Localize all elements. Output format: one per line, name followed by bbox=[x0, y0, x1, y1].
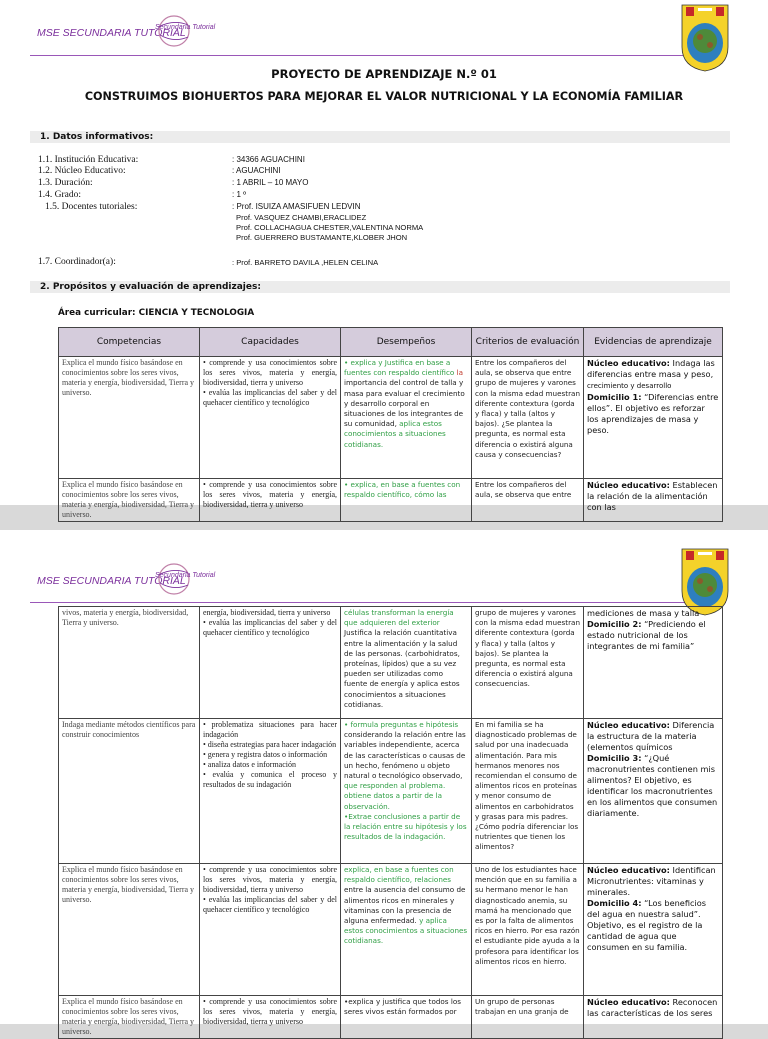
evidencia-cell: Núcleo educativo: Indaga las diferencias entre masa y peso, crecimiento y desarrollo Domicilio 1: “Diferencias entre ellos”. El objetivo es reforzar los aprendizajes de masa y peso. bbox=[584, 357, 723, 479]
header-criterios: Criterios de evaluación bbox=[472, 328, 584, 357]
header-rule bbox=[30, 55, 726, 56]
coordinador-label: 1.7. Coordinador(a): bbox=[38, 257, 116, 267]
desempeno-cell: •explica y justifica que todos los seres vivos están formados por bbox=[341, 996, 472, 1039]
table-row bbox=[59, 864, 723, 996]
criterio-cell: grupo de mujeres y varones con la misma edad muestran diferente contextura (gorda y flaca) y talla (altos y bajos). Se plantea la pregunta, es normal esta diferencia o existirá alguna consecuencias. bbox=[472, 607, 584, 719]
learning-table-continued bbox=[58, 606, 723, 1039]
docente-name: Prof. GUERRERO BUSTAMANTE,KLOBER JHON bbox=[236, 233, 408, 242]
header-desempenos: Desempeños bbox=[341, 328, 472, 357]
capacidad-item: • evalúa las implicancias del saber y del quehacer científico y tecnológico bbox=[203, 388, 337, 407]
criterio-cell: En mi familia se ha diagnosticado problemas de salud por una inadecuada alimentación. Para mis hermanos menores nos recomiendan el consumo de alimentos ricos en proteínas y menor consumo de alimentos en carbohidratos y grasas para mis padres. ¿Cómo podría diferenciar los nutrientes que tienen los alimentos? bbox=[472, 719, 584, 864]
table-row bbox=[59, 996, 723, 1039]
info-label: 1.1. Institución Educativa: bbox=[38, 155, 139, 165]
competencia-cell: vivos, materia y energía, biodiversidad, Tierra y universo. bbox=[59, 607, 200, 719]
capacidad-item: • comprende y usa conocimientos sobre los seres vivos, materia y energía, biodiversidad, tierra y universo bbox=[203, 358, 337, 387]
document-page-2 bbox=[0, 530, 768, 1036]
capacidad-cell: energía, biodiversidad, tierra y universo • evalúa las implicancias del saber y del quehacer científico y tecnológico bbox=[200, 607, 341, 719]
school-shield-icon bbox=[680, 3, 730, 73]
table-row bbox=[59, 357, 723, 479]
info-value: : 34366 AGUACHINI bbox=[232, 155, 305, 164]
competencia-cell: Indaga mediante métodos científicos para construir conocimientos bbox=[59, 719, 200, 864]
evidencia-cell: Núcleo educativo: Identifican Micronutrientes: vitaminas y minerales. Domicilio 4: “Los beneficios del agua en nuestra salud”. Objetivo, es el registro de la cantidad de agua que consumen en su familia. bbox=[584, 864, 723, 996]
capacidad-cell: • comprende y usa conocimientos sobre los seres vivos, materia y energía, biodiversidad, tierra y universo bbox=[200, 479, 341, 522]
criterio-cell: Entre los compañeros del aula, se observa que entre grupo de mujeres y varones con la misma edad muestran diferente contextura (gorda y flaca) y talla (altos y bajos). ¿Se plantea la pregunta, es normal esta diferencia o existirá alguna causa y consecuencias? bbox=[472, 357, 584, 479]
evidencia-cell: Núcleo educativo: Diferencia la estructura de la materia (elementos químicos Domicilio 3: “¿Qué macronutrientes contienen mis alimentos? El objetivo, es identificar los macronutrientes en los alimentos que consumen diariamente. bbox=[584, 719, 723, 864]
document-page-1 bbox=[0, 0, 768, 519]
header-rule bbox=[30, 602, 726, 603]
table-row bbox=[59, 479, 723, 522]
school-label: MSE SECUNDARIA TUTORIAL bbox=[37, 575, 186, 587]
docente-name: Prof. VASQUEZ CHAMBI,ERACLIDEZ bbox=[236, 213, 367, 222]
evidencia-cell: Núcleo educativo: Reconocen las características de los seres bbox=[584, 996, 723, 1039]
criterio-cell: Un grupo de personas trabajan en una granja de bbox=[472, 996, 584, 1039]
competencia-cell: Explica el mundo físico basándose en conocimientos sobre los seres vivos, materia y energía, biodiversidad, Tierra y universo. bbox=[59, 864, 200, 996]
info-value: : 1 º bbox=[232, 190, 247, 199]
info-value: : 1 ABRIL – 10 MAYO bbox=[232, 178, 309, 187]
criterio-cell: Entre los compañeros del aula, se observa que entre bbox=[472, 479, 584, 522]
info-value: : AGUACHINI bbox=[232, 166, 281, 175]
docente-name: : Prof. ISUIZA AMASIFUEN LEDVIN bbox=[232, 202, 361, 211]
info-label: 1.2. Núcleo Educativo: bbox=[38, 166, 126, 176]
docentes-label: 1.5. Docentes tutoriales: bbox=[45, 202, 138, 212]
evidencia-cell: mediciones de masa y talla Domicilio 2: “Prediciendo el estado nutricional de los integrantes de mi familia” bbox=[584, 607, 723, 719]
project-subtitle: CONSTRUIMOS BIOHUERTOS PARA MEJORAR EL VALOR NUTRICIONAL Y LA ECONOMÍA FAMILIAR bbox=[84, 90, 684, 103]
competencia-cell: Explica el mundo físico basándose en conocimientos sobre los seres vivos, materia y energía, biodiversidad, Tierra y universo. bbox=[59, 479, 200, 522]
section-1-title: 1. Datos informativos: bbox=[40, 132, 154, 142]
school-label: MSE SECUNDARIA TUTORIAL bbox=[37, 27, 186, 39]
table-row bbox=[59, 607, 723, 719]
learning-table bbox=[58, 327, 723, 522]
capacidad-cell: • comprende y usa conocimientos sobre los seres vivos, materia y energía, biodiversidad, tierra y universo bbox=[200, 996, 341, 1039]
logo-text: Secundaria Tutorial bbox=[155, 24, 216, 31]
capacidad-cell bbox=[200, 357, 341, 479]
project-title: PROYECTO DE APRENDIZAJE N.º 01 bbox=[271, 67, 497, 81]
info-label: 1.4. Grado: bbox=[38, 190, 82, 200]
desempeno-cell: • explica, en base a fuentes con respaldo científico, cómo las bbox=[341, 479, 472, 522]
header-competencias: Competencias bbox=[59, 328, 200, 357]
desempeno-cell: explica, en base a fuentes con respaldo científico, relaciones entre la ausencia del consumo de alimentos ricos en minerales y vitaminas con la presencia de alguna enfermedad. y aplica estos conocimientos a situaciones cotidianas. bbox=[341, 864, 472, 996]
capacidad-cell: • problematiza situaciones para hacer indagación • diseña estrategias para hacer indagación • genera y registra datos o información • analiza datos e información • evalúa y comunica el proceso y resultados de su indagación bbox=[200, 719, 341, 864]
docente-name: Prof. COLLACHAGUA CHESTER,VALENTINA NORMA bbox=[236, 223, 424, 232]
info-label: 1.3. Duración: bbox=[38, 178, 93, 188]
desempeno-cell: • explica y Justifica en base a fuentes con respaldo científico la importancia del control de talla y masa para evaluar el crecimiento y desarrollo corporal en situaciones de los integrantes de su comunidad, aplica estos conocimientos a situaciones cotidianas. bbox=[341, 357, 472, 479]
desempeno-cell: • formula preguntas e hipótesis considerando la relación entre las variables independiente, acerca de las características o causas de un hecho, fenómeno u objeto natural o tecnológico observado, que responden al problema. obtiene datos a partir de la observación. •Extrae conclusiones a partir de la relación entre su hipótesis y los resultados de la indagación. bbox=[341, 719, 472, 864]
header-evidencias: Evidencias de aprendizaje bbox=[584, 328, 723, 357]
competencia-cell: Explica el mundo físico basándose en conocimientos sobre los seres vivos, materia y energía, biodiversidad, Tierra y universo. bbox=[59, 996, 200, 1039]
desempeno-cell: células transforman la energía que adquieren del exterior Justifica la relación cuantitativa entre la alimentación y la salud de las personas. (carbohidratos, proteínas, lípidos) que a su vez pueden ser utilizadas como fuente de energía y aplica estos conocimientos a situaciones cotidianas. bbox=[341, 607, 472, 719]
section-2-title: 2. Propósitos y evaluación de aprendizajes: bbox=[40, 282, 261, 292]
area-curricular: Área curricular: CIENCIA Y TECNOLOGIA bbox=[58, 308, 255, 318]
capacidad-cell: • comprende y usa conocimientos sobre los seres vivos, materia y energía, biodiversidad, tierra y universo • evalúa las implicancias del saber y del quehacer científico y tecnológico bbox=[200, 864, 341, 996]
competencia-cell: Explica el mundo físico basándose en conocimientos sobre los seres vivos, materia y energía, biodiversidad, Tierra y universo. bbox=[59, 357, 200, 479]
tutorial-logo bbox=[150, 13, 194, 49]
coordinador-value: : Prof. BARRETO DAVILA ,HELEN CELINA bbox=[232, 258, 379, 267]
criterio-cell: Uno de los estudiantes hace mención que en su familia a su hermano menor le han diagnosticado anemia, su mamá ha mencionado que es por la falta de alimentos ricos en hierro. Por esa razón el estudiante pide ayuda a la profesora para identificar los alimentos ricos en hierro. bbox=[472, 864, 584, 996]
logo-text: Secundaria Tutorial bbox=[155, 572, 216, 579]
evidencia-cell: Núcleo educativo: Establecen la relación de la alimentación con las bbox=[584, 479, 723, 522]
table-row bbox=[59, 719, 723, 864]
header-capacidades: Capacidades bbox=[200, 328, 341, 357]
tutorial-logo bbox=[150, 561, 194, 597]
table-header-row bbox=[59, 328, 723, 357]
